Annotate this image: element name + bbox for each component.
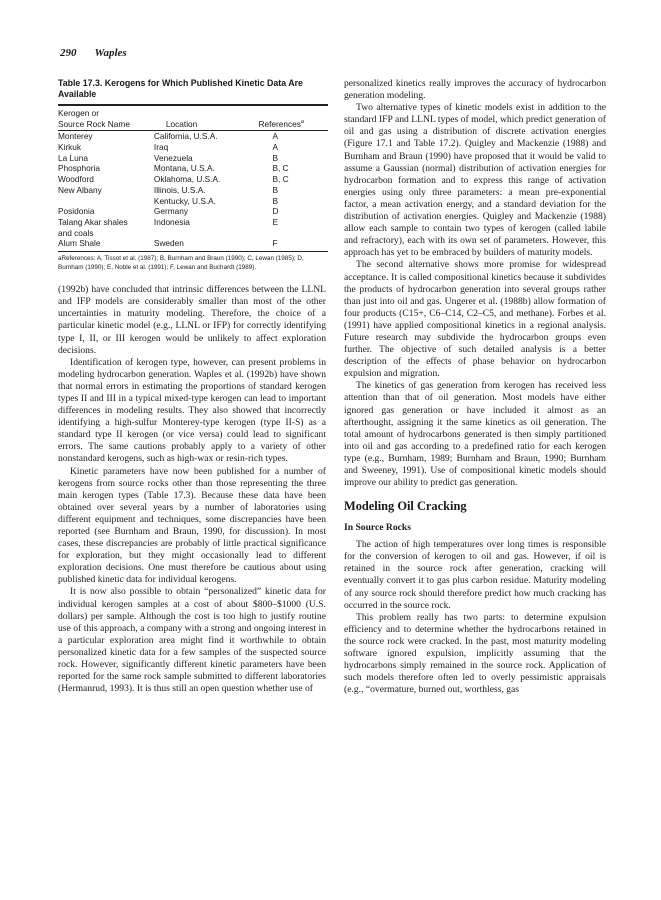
table-row bbox=[58, 174, 328, 185]
kerogen-name-cell: La Luna bbox=[58, 152, 88, 163]
kerogen-name-cell bbox=[58, 196, 154, 207]
location-cell bbox=[154, 228, 259, 239]
kerogen-name-cell: Woodford bbox=[58, 174, 94, 185]
location-cell: Oklahoma, U.S.A. bbox=[153, 174, 221, 185]
left-body-text bbox=[58, 284, 326, 695]
reference-cell: B bbox=[272, 184, 279, 195]
paragraph: The action of high temperatures over long times is responsible for the conversion of kerogen to oil and gas. However, if oil is retained in the source rock after generation, cracking will eventually convert it to gas plus carbon residue. Maturity modeling of any source rock should therefore predict how much cracking has occurred in the source rock. bbox=[344, 539, 606, 611]
location-cell: Sweden bbox=[154, 238, 259, 251]
table-row bbox=[58, 217, 328, 228]
reference-cell bbox=[258, 228, 328, 239]
reference-cell: B bbox=[272, 152, 279, 163]
kerogen-name-cell: Alum Shale bbox=[58, 238, 154, 251]
location-cell: Montana, U.S.A. bbox=[153, 163, 215, 174]
kerogen-name-cell: and coals bbox=[58, 227, 94, 238]
kerogen-name-cell: Posidonia bbox=[58, 206, 95, 217]
table-row bbox=[58, 163, 328, 174]
page-number: 290 bbox=[60, 47, 77, 59]
kerogen-name-cell: Talang Akar shales bbox=[58, 216, 128, 227]
table-row bbox=[58, 142, 328, 153]
kerogen-table bbox=[58, 104, 328, 252]
paragraph: (1992b) have concluded that intrinsic differences between the LLNL and IFP models are considerably smaller than most of the other uncertainties in maturity modeling. Therefore, the choice of a particular kinetic model (e.g., LLNL or IFP) for correctly identifying type I, II, or III kerogen would be unlikely to affect exploration decisions. bbox=[58, 284, 326, 356]
location-cell: Iraq bbox=[153, 142, 169, 153]
section-subheading: In Source Rocks bbox=[344, 522, 411, 534]
paragraph: It is now also possible to obtain “personalized” kinetic data for individual kerogen samples at a cost of about $800–$1000 (U.S. dollars) per sample. Although the cost is too high to justify routine use of this approach, a company with a strong and ongoing interest in a particular exploration area might find it worthwhile to obtain personalized kinetic data for a few samples of the suspected source rock. However, significantly different kinetic parameters have been reported for the same rock sample submitted to different laboratories (Hermanrud, 1993). It is thus still an open question whether use of bbox=[58, 586, 326, 695]
table-row bbox=[58, 153, 328, 164]
kerogen-name-cell: Kirkuk bbox=[58, 142, 82, 153]
location-cell: California, U.S.A. bbox=[153, 131, 218, 142]
reference-cell: B, C bbox=[272, 163, 289, 174]
reference-cell: E bbox=[272, 216, 279, 227]
paragraph: The second alternative shows more promise for widespread acceptance. It is called compositional kinetics because it subdivides the products of hydrocarbon generation into several groups rather than just into oil and gas. Ungerer et al. (1988b) allow formation of four products (C15+, C6–C14, C2–C5, and methane). Forbes et al. (1991) have applied compositional kinetics in a regional analysis. Future research may subdivide the hydrocarbon groups even further. The objective of such detailed analysis is a better description of the effects of phase behavior on hydrocarbon expulsion and migration. bbox=[344, 259, 606, 380]
paragraph: personalized kinetics really improves the accuracy of hydrocarbon generation modeling. bbox=[344, 78, 606, 102]
table-caption: Table 17.3. Kerogens for Which Published Kinetic Data Are Available bbox=[58, 78, 303, 99]
paragraph: Two alternative types of kinetic models exist in addition to the standard IFP and LLNL types of model, which predict generation of oil and gas using a distribution of discrete activation energies (Figure 17.1 and Table 17.2). Quigley and Mackenzie (1988) and Burnham and Braun (1990) have proposed that it would be valid to assume a Gaussian (normal) distribution of activation energies for hydrocarbon formation and to express this range of activation energies using only three parameters: a mean pre-exponential factor, a mean activation energy, and a standard deviation for the distribution of activation energies. Quigley and Mackenzie (1988) allow each sample to contain two types of kerogen (called labile and refractory), each with its own set of parameters. However, this approach has yet to be embraced by builders of maturity models. bbox=[344, 102, 606, 259]
kerogen-name-cell: Phosphoria bbox=[58, 163, 100, 174]
col-header-kerogen-line2: Source Rock Name bbox=[58, 119, 154, 131]
right-body-text bbox=[344, 78, 606, 489]
col-header-kerogen-line1: Kerogen or bbox=[58, 105, 154, 119]
left-column bbox=[58, 78, 326, 695]
paragraph: Kinetic parameters have now been published for a number of kerogens from source rocks other than those representing the three main kerogen types (Table 17.3). Because these data have been obtained over several years by a number of laboratories using different equipment and techniques, some discrepancies have been reported (see Burnham and Braun, 1990, for discussion). In most cases, these discrepancies are probably of little practical significance for exploration, but they might occasionally lead to different exploration decisions. One must therefore be cautious about using published kinetic data for individual kerogens. bbox=[58, 465, 326, 586]
table-row bbox=[58, 131, 328, 142]
location-cell: Illinois, U.S.A. bbox=[153, 184, 206, 195]
location-cell: Kentucky, U.S.A. bbox=[153, 195, 217, 206]
section-body-text bbox=[344, 539, 606, 696]
location-cell: Venezuela bbox=[153, 152, 193, 163]
col-header-location: Location bbox=[154, 119, 259, 131]
location-cell: Germany bbox=[153, 206, 189, 217]
table-footnote: aReferences: A, Tissot et al. (1987); B, Burnham and Braun (1990); C, Lewan (1985); D, Burnham (1990); E, Noble et al. (1991); F, Lewan and Buchardt (1989). bbox=[58, 254, 304, 271]
table-row bbox=[58, 185, 328, 196]
paragraph: The kinetics of gas generation from kerogen has received less attention than that of oil generation. Most models have either ignored gas generation or have included it almost as an afterthought, assigning it the same kinetics as oil generation. The total amount of hydrocarbons generated is then simply partitioned into oil and gas according to a predefined ratio for each kerogen type (e.g., Burnham, 1989; Burnham and Braun, 1990; Burnham and Sweeney, 1991). Use of compositional kinetic models should improve our ability to predict gas generation. bbox=[344, 380, 606, 489]
reference-cell: F bbox=[258, 238, 328, 251]
paragraph: This problem really has two parts: to determine expulsion efficiency and to determine whether the hydrocarbons retained in the source rock were cracked. In the past, most maturity modeling software ignored expulsion, implicitly assuming that the hydrocarbons simply remained in the source rock. Application of such models therefore often led to overly pessimistic appraisals (e.g., “overmature, burned out, worthless, gas bbox=[344, 611, 606, 696]
kerogen-name-cell: New Albany bbox=[58, 184, 102, 195]
table-row bbox=[58, 228, 328, 239]
ref-marker: a bbox=[300, 118, 304, 125]
section-heading: Modeling Oil Cracking bbox=[344, 499, 467, 514]
right-column bbox=[344, 78, 606, 696]
reference-cell: A bbox=[272, 131, 279, 142]
reference-cell: A bbox=[272, 142, 279, 153]
paragraph: Identification of kerogen type, however, can present problems in modeling hydrocarbon generation. Waples et al. (1992b) have shown that normal errors in estimating the proportions of standard kerogen types II and III in a typical mixed-type kerogen can lead to important differences in modeling results. They also showed that incorrectly identifying a high-sulfur Monterey-type kerogen (type II-S) as a standard type II kerogen (or vice versa) could lead to significant errors. The same cautions probably apply to a variety of other nonstandard kerogens, such as high-wax or resin-rich types. bbox=[58, 356, 326, 465]
kerogen-name-cell: Monterey bbox=[58, 131, 93, 142]
table-row bbox=[58, 206, 328, 217]
reference-cell: B bbox=[272, 195, 279, 206]
running-head bbox=[60, 47, 145, 59]
running-author: Waples bbox=[94, 47, 127, 59]
col-header-references: References$^a$ bbox=[258, 119, 328, 131]
reference-cell: B, C bbox=[272, 174, 289, 185]
table-row bbox=[58, 238, 328, 251]
location-cell: Indonesia bbox=[153, 216, 190, 227]
table-row bbox=[58, 196, 328, 207]
reference-cell: D bbox=[272, 206, 279, 217]
